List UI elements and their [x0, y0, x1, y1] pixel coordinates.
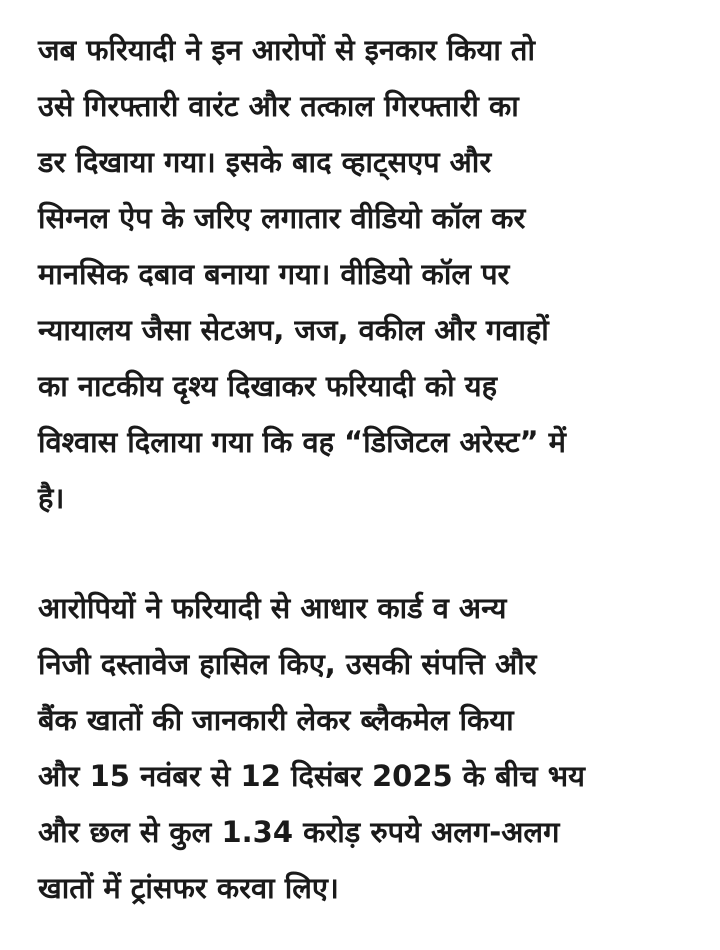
text-line: डर दिखाया गया। इसके बाद व्हाट्सएप और: [38, 145, 492, 179]
text-line: आरोपियों ने फरियादी से आधार कार्ड व अन्य: [38, 591, 507, 625]
text-line: विश्वास दिलाया गया कि वह “डिजिटल अरेस्ट” में: [38, 425, 566, 459]
text-line: का नाटकीय दृश्य दिखाकर फरियादी को यह: [38, 369, 497, 403]
text-line: न्यायालय जैसा सेटअप, जज, वकील और गवाहों: [38, 313, 549, 347]
paragraph-1: [38, 22, 698, 526]
text-line: जब फरियादी ने इन आरोपों से इनकार किया तो: [38, 33, 535, 67]
text-line: है।: [38, 481, 65, 515]
text-line: और 15 नवंबर से 12 दिसंबर 2025 के बीच भय: [38, 759, 585, 793]
article-body: [38, 22, 698, 916]
text-line: खातों में ट्रांसफर करवा लिए।: [38, 871, 339, 905]
text-line: निजी दस्तावेज हासिल किए, उसकी संपत्ति और: [38, 647, 537, 681]
paragraph-spacer: [38, 526, 698, 580]
text-line: सिग्नल ऐप के जरिए लगातार वीडियो कॉल कर: [38, 201, 526, 235]
text-line: मानसिक दबाव बनाया गया। वीडियो कॉल पर: [38, 257, 510, 291]
text-line: बैंक खातों की जानकारी लेकर ब्लैकमेल किया: [38, 703, 514, 737]
paragraph-2: [38, 580, 698, 916]
text-line: और छल से कुल 1.34 करोड़ रुपये अलग-अलग: [38, 815, 560, 849]
text-line: उसे गिरफ्तारी वारंट और तत्काल गिरफ्तारी का: [38, 89, 519, 123]
